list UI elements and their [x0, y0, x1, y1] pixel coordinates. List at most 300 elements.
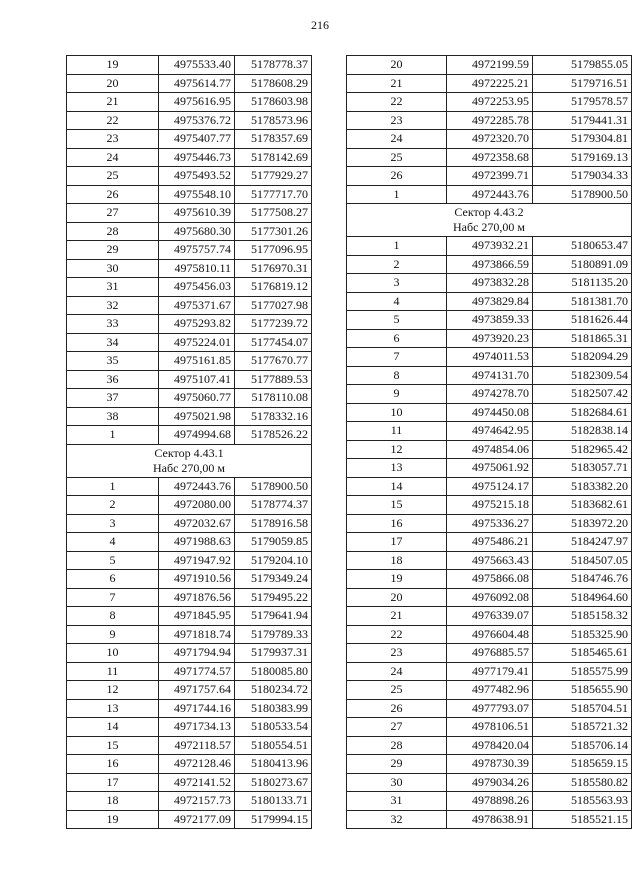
- y-coordinate: 5178332.16: [235, 407, 312, 426]
- sector-heading-row: [67, 444, 312, 477]
- sector-heading: [347, 204, 632, 237]
- point-number: 25: [347, 148, 447, 167]
- x-coordinate: 4975446.73: [159, 148, 235, 167]
- table-row: [347, 644, 632, 663]
- table-row: [347, 237, 632, 256]
- x-coordinate: 4974011.53: [447, 348, 533, 367]
- table-row: [67, 496, 312, 515]
- point-number: 32: [347, 810, 447, 829]
- x-coordinate: 4975376.72: [159, 111, 235, 130]
- x-coordinate: 4975486.21: [447, 533, 533, 552]
- table-row: [67, 93, 312, 112]
- point-number: 15: [347, 496, 447, 515]
- point-number: 1: [347, 237, 447, 256]
- table-row: [347, 185, 632, 204]
- y-coordinate: 5180273.67: [235, 773, 312, 792]
- y-coordinate: 5179937.31: [235, 644, 312, 663]
- table-row: [347, 570, 632, 589]
- point-number: 13: [347, 459, 447, 478]
- y-coordinate: 5180413.96: [235, 755, 312, 774]
- y-coordinate: 5180234.72: [235, 681, 312, 700]
- point-number: 19: [347, 570, 447, 589]
- point-number: 10: [347, 403, 447, 422]
- y-coordinate: 5185158.32: [533, 607, 632, 626]
- y-coordinate: 5178900.50: [235, 477, 312, 496]
- x-coordinate: 4971734.13: [159, 718, 235, 737]
- y-coordinate: 5181381.70: [533, 292, 632, 311]
- point-number: 14: [67, 718, 159, 737]
- x-coordinate: 4975680.30: [159, 222, 235, 241]
- y-coordinate: 5177096.95: [235, 241, 312, 260]
- x-coordinate: 4976092.08: [447, 588, 533, 607]
- y-coordinate: 5177508.27: [235, 204, 312, 223]
- x-coordinate: 4972253.95: [447, 93, 533, 112]
- point-number: 26: [347, 167, 447, 186]
- table-row: [67, 315, 312, 334]
- y-coordinate: 5180533.54: [235, 718, 312, 737]
- x-coordinate: 4971794.94: [159, 644, 235, 663]
- point-number: 22: [347, 625, 447, 644]
- x-coordinate: 4975293.82: [159, 315, 235, 334]
- point-number: 11: [347, 422, 447, 441]
- y-coordinate: 5179789.33: [235, 625, 312, 644]
- table-row: [67, 426, 312, 445]
- point-number: 18: [67, 792, 159, 811]
- table-row: [67, 241, 312, 260]
- table-row: [347, 329, 632, 348]
- x-coordinate: 4971744.16: [159, 699, 235, 718]
- table-row: [67, 111, 312, 130]
- table-row: [347, 366, 632, 385]
- table-row: [347, 551, 632, 570]
- x-coordinate: 4975124.17: [447, 477, 533, 496]
- point-number: 27: [67, 204, 159, 223]
- x-coordinate: 4972128.46: [159, 755, 235, 774]
- y-coordinate: 5183382.20: [533, 477, 632, 496]
- x-coordinate: 4975107.41: [159, 370, 235, 389]
- point-number: 8: [67, 607, 159, 626]
- table-row: [347, 718, 632, 737]
- y-coordinate: 5179716.51: [533, 74, 632, 93]
- point-number: 17: [67, 773, 159, 792]
- x-coordinate: 4978730.39: [447, 755, 533, 774]
- table-row: [67, 625, 312, 644]
- y-coordinate: 5182507.42: [533, 385, 632, 404]
- y-coordinate: 5179034.33: [533, 167, 632, 186]
- x-coordinate: 4973932.21: [447, 237, 533, 256]
- x-coordinate: 4972399.71: [447, 167, 533, 186]
- x-coordinate: 4975336.27: [447, 514, 533, 533]
- x-coordinate: 4974854.06: [447, 440, 533, 459]
- point-number: 20: [67, 74, 159, 93]
- x-coordinate: 4974642.95: [447, 422, 533, 441]
- table-row: [67, 551, 312, 570]
- table-row: [67, 74, 312, 93]
- table-row: [347, 111, 632, 130]
- point-number: 19: [67, 56, 159, 75]
- point-number: 27: [347, 718, 447, 737]
- x-coordinate: 4972358.68: [447, 148, 533, 167]
- x-coordinate: 4972285.78: [447, 111, 533, 130]
- x-coordinate: 4978420.04: [447, 736, 533, 755]
- point-number: 1: [67, 426, 159, 445]
- x-coordinate: 4972199.59: [447, 56, 533, 75]
- x-coordinate: 4971988.63: [159, 533, 235, 552]
- table-row: [347, 625, 632, 644]
- point-number: 17: [347, 533, 447, 552]
- table-row: [67, 56, 312, 75]
- y-coordinate: 5183972.20: [533, 514, 632, 533]
- table-row: [67, 167, 312, 186]
- table-row: [67, 736, 312, 755]
- point-number: 16: [347, 514, 447, 533]
- point-number: 26: [67, 185, 159, 204]
- table-row: [347, 148, 632, 167]
- y-coordinate: 5179304.81: [533, 130, 632, 149]
- table-row: [347, 255, 632, 274]
- table-row: [67, 370, 312, 389]
- y-coordinate: 5179059.85: [235, 533, 312, 552]
- table-row: [347, 736, 632, 755]
- x-coordinate: 4973859.33: [447, 311, 533, 330]
- point-number: 28: [67, 222, 159, 241]
- y-coordinate: 5182309.54: [533, 366, 632, 385]
- x-coordinate: 4972157.73: [159, 792, 235, 811]
- y-coordinate: 5183057.71: [533, 459, 632, 478]
- table-row: [67, 259, 312, 278]
- y-coordinate: 5184964.60: [533, 588, 632, 607]
- y-coordinate: 5185704.51: [533, 699, 632, 718]
- x-coordinate: 4972225.21: [447, 74, 533, 93]
- point-number: 31: [347, 792, 447, 811]
- point-number: 26: [347, 699, 447, 718]
- coordinates-table-left: [66, 55, 311, 829]
- x-coordinate: 4974278.70: [447, 385, 533, 404]
- y-coordinate: 5181135.20: [533, 274, 632, 293]
- point-number: 9: [67, 625, 159, 644]
- x-coordinate: 4975663.43: [447, 551, 533, 570]
- x-coordinate: 4978898.26: [447, 792, 533, 811]
- y-coordinate: 5178916.58: [235, 514, 312, 533]
- point-number: 30: [67, 259, 159, 278]
- table-row: [67, 570, 312, 589]
- point-number: 13: [67, 699, 159, 718]
- x-coordinate: 4972141.52: [159, 773, 235, 792]
- point-number: 16: [67, 755, 159, 774]
- y-coordinate: 5180653.47: [533, 237, 632, 256]
- coordinates-table: [346, 55, 632, 829]
- x-coordinate: 4975215.18: [447, 496, 533, 515]
- x-coordinate: 4971876.56: [159, 588, 235, 607]
- x-coordinate: 4972443.76: [447, 185, 533, 204]
- x-coordinate: 4978106.51: [447, 718, 533, 737]
- y-coordinate: 5181626.44: [533, 311, 632, 330]
- x-coordinate: 4974131.70: [447, 366, 533, 385]
- table-row: [347, 459, 632, 478]
- point-number: 24: [347, 130, 447, 149]
- x-coordinate: 4975866.08: [447, 570, 533, 589]
- y-coordinate: 5177454.07: [235, 333, 312, 352]
- point-number: 34: [67, 333, 159, 352]
- x-coordinate: 4977482.96: [447, 681, 533, 700]
- y-coordinate: 5180891.09: [533, 255, 632, 274]
- x-coordinate: 4973829.84: [447, 292, 533, 311]
- y-coordinate: 5179855.05: [533, 56, 632, 75]
- x-coordinate: 4974994.68: [159, 426, 235, 445]
- x-coordinate: 4975021.98: [159, 407, 235, 426]
- table-row: [347, 167, 632, 186]
- y-coordinate: 5183682.61: [533, 496, 632, 515]
- sector-title: Сектор 4.43.1: [154, 445, 224, 460]
- table-row: [347, 533, 632, 552]
- point-number: 38: [67, 407, 159, 426]
- y-coordinate: 5179169.13: [533, 148, 632, 167]
- y-coordinate: 5185706.14: [533, 736, 632, 755]
- y-coordinate: 5184746.76: [533, 570, 632, 589]
- point-number: 32: [67, 296, 159, 315]
- table-row: [67, 407, 312, 426]
- x-coordinate: 4971774.57: [159, 662, 235, 681]
- y-coordinate: 5180133.71: [235, 792, 312, 811]
- point-number: 25: [347, 681, 447, 700]
- x-coordinate: 4976339.07: [447, 607, 533, 626]
- point-number: 37: [67, 389, 159, 408]
- table-row: [67, 644, 312, 663]
- point-number: 22: [67, 111, 159, 130]
- x-coordinate: 4971757.64: [159, 681, 235, 700]
- table-row: [347, 681, 632, 700]
- x-coordinate: 4974450.08: [447, 403, 533, 422]
- table-row: [347, 422, 632, 441]
- x-coordinate: 4978638.91: [447, 810, 533, 829]
- point-number: 12: [67, 681, 159, 700]
- y-coordinate: 5177929.27: [235, 167, 312, 186]
- point-number: 33: [67, 315, 159, 334]
- table-row: [347, 348, 632, 367]
- x-coordinate: 4979034.26: [447, 773, 533, 792]
- y-coordinate: 5185659.15: [533, 755, 632, 774]
- y-coordinate: 5182838.14: [533, 422, 632, 441]
- point-number: 7: [347, 348, 447, 367]
- table-row: [67, 278, 312, 297]
- y-coordinate: 5178900.50: [533, 185, 632, 204]
- point-number: 30: [347, 773, 447, 792]
- x-coordinate: 4976604.48: [447, 625, 533, 644]
- point-number: 4: [67, 533, 159, 552]
- y-coordinate: 5178142.69: [235, 148, 312, 167]
- point-number: 29: [347, 755, 447, 774]
- x-coordinate: 4975616.95: [159, 93, 235, 112]
- table-row: [347, 403, 632, 422]
- point-number: 35: [67, 352, 159, 371]
- point-number: 9: [347, 385, 447, 404]
- table-row: [347, 477, 632, 496]
- point-number: 23: [347, 644, 447, 663]
- table-row: [67, 352, 312, 371]
- y-coordinate: 5179641.94: [235, 607, 312, 626]
- y-coordinate: 5179204.10: [235, 551, 312, 570]
- point-number: 20: [347, 56, 447, 75]
- table-body-right: [347, 56, 632, 829]
- x-coordinate: 4972320.70: [447, 130, 533, 149]
- table-row: [67, 477, 312, 496]
- table-row: [67, 296, 312, 315]
- y-coordinate: 5184247.97: [533, 533, 632, 552]
- x-coordinate: 4975614.77: [159, 74, 235, 93]
- coordinates-table: [66, 55, 312, 829]
- x-coordinate: 4975810.11: [159, 259, 235, 278]
- table-row: [67, 389, 312, 408]
- table-row: [67, 185, 312, 204]
- y-coordinate: 5179994.15: [235, 810, 312, 829]
- point-number: 22: [347, 93, 447, 112]
- y-coordinate: 5185655.90: [533, 681, 632, 700]
- table-row: [347, 292, 632, 311]
- x-coordinate: 4972177.09: [159, 810, 235, 829]
- y-coordinate: 5177301.26: [235, 222, 312, 241]
- y-coordinate: 5185465.61: [533, 644, 632, 663]
- point-number: 1: [67, 477, 159, 496]
- table-body-left: [67, 56, 312, 829]
- point-number: 11: [67, 662, 159, 681]
- y-coordinate: 5179495.22: [235, 588, 312, 607]
- x-coordinate: 4971947.92: [159, 551, 235, 570]
- y-coordinate: 5185721.32: [533, 718, 632, 737]
- x-coordinate: 4977179.41: [447, 662, 533, 681]
- x-coordinate: 4975371.67: [159, 296, 235, 315]
- y-coordinate: 5178774.37: [235, 496, 312, 515]
- x-coordinate: 4972032.67: [159, 514, 235, 533]
- table-row: [347, 385, 632, 404]
- x-coordinate: 4971845.95: [159, 607, 235, 626]
- table-row: [67, 588, 312, 607]
- page-number: 216: [311, 18, 329, 32]
- table-row: [347, 56, 632, 75]
- table-row: [347, 810, 632, 829]
- x-coordinate: 4975407.77: [159, 130, 235, 149]
- table-row: [347, 773, 632, 792]
- table-row: [67, 773, 312, 792]
- point-number: 24: [67, 148, 159, 167]
- table-row: [67, 718, 312, 737]
- x-coordinate: 4971818.74: [159, 625, 235, 644]
- sector-heading: [67, 444, 312, 477]
- y-coordinate: 5182094.29: [533, 348, 632, 367]
- point-number: 8: [347, 366, 447, 385]
- table-row: [67, 533, 312, 552]
- y-coordinate: 5178526.22: [235, 426, 312, 445]
- x-coordinate: 4975061.92: [447, 459, 533, 478]
- point-number: 3: [347, 274, 447, 293]
- point-number: 36: [67, 370, 159, 389]
- y-coordinate: 5181865.31: [533, 329, 632, 348]
- table-row: [347, 440, 632, 459]
- point-number: 29: [67, 241, 159, 260]
- y-coordinate: 5179441.31: [533, 111, 632, 130]
- x-coordinate: 4975161.85: [159, 352, 235, 371]
- table-row: [67, 755, 312, 774]
- x-coordinate: 4975610.39: [159, 204, 235, 223]
- x-coordinate: 4975548.10: [159, 185, 235, 204]
- x-coordinate: 4972443.76: [159, 477, 235, 496]
- point-number: 20: [347, 588, 447, 607]
- y-coordinate: 5185325.90: [533, 625, 632, 644]
- point-number: 23: [67, 130, 159, 149]
- y-coordinate: 5185575.99: [533, 662, 632, 681]
- y-coordinate: 5176970.31: [235, 259, 312, 278]
- table-row: [67, 222, 312, 241]
- point-number: 21: [347, 74, 447, 93]
- y-coordinate: 5180383.99: [235, 699, 312, 718]
- y-coordinate: 5179578.57: [533, 93, 632, 112]
- point-number: 12: [347, 440, 447, 459]
- table-row: [347, 514, 632, 533]
- y-coordinate: 5178357.69: [235, 130, 312, 149]
- y-coordinate: 5177717.70: [235, 185, 312, 204]
- table-row: [347, 699, 632, 718]
- point-number: 28: [347, 736, 447, 755]
- point-number: 10: [67, 644, 159, 663]
- point-number: 3: [67, 514, 159, 533]
- y-coordinate: 5177027.98: [235, 296, 312, 315]
- table-row: [67, 681, 312, 700]
- table-row: [347, 74, 632, 93]
- sector-height: Набс 270,00 м: [452, 220, 526, 234]
- table-row: [347, 496, 632, 515]
- point-number: 21: [67, 93, 159, 112]
- table-row: [347, 607, 632, 626]
- x-coordinate: 4975493.52: [159, 167, 235, 186]
- x-coordinate: 4975757.74: [159, 241, 235, 260]
- y-coordinate: 5185521.15: [533, 810, 632, 829]
- table-row: [347, 755, 632, 774]
- point-number: 23: [347, 111, 447, 130]
- y-coordinate: 5177239.72: [235, 315, 312, 334]
- y-coordinate: 5182684.61: [533, 403, 632, 422]
- y-coordinate: 5179349.24: [235, 570, 312, 589]
- coordinates-table-right: [346, 55, 631, 829]
- table-row: [347, 792, 632, 811]
- table-row: [67, 810, 312, 829]
- table-row: [67, 699, 312, 718]
- point-number: 2: [347, 255, 447, 274]
- point-number: 15: [67, 736, 159, 755]
- sector-heading-row: [347, 204, 632, 237]
- table-row: [67, 148, 312, 167]
- table-row: [67, 607, 312, 626]
- y-coordinate: 5185580.82: [533, 773, 632, 792]
- table-row: [67, 792, 312, 811]
- x-coordinate: 4972080.00: [159, 496, 235, 515]
- point-number: 5: [67, 551, 159, 570]
- y-coordinate: 5185563.93: [533, 792, 632, 811]
- point-number: 31: [67, 278, 159, 297]
- table-row: [347, 311, 632, 330]
- table-row: [67, 662, 312, 681]
- y-coordinate: 5182965.42: [533, 440, 632, 459]
- table-row: [347, 662, 632, 681]
- point-number: 2: [67, 496, 159, 515]
- y-coordinate: 5177889.53: [235, 370, 312, 389]
- point-number: 1: [347, 185, 447, 204]
- sector-height: Набс 270,00 м: [152, 460, 226, 475]
- y-coordinate: 5178603.98: [235, 93, 312, 112]
- table-row: [347, 130, 632, 149]
- table-row: [347, 93, 632, 112]
- x-coordinate: 4976885.57: [447, 644, 533, 663]
- table-row: [347, 274, 632, 293]
- x-coordinate: 4973920.23: [447, 329, 533, 348]
